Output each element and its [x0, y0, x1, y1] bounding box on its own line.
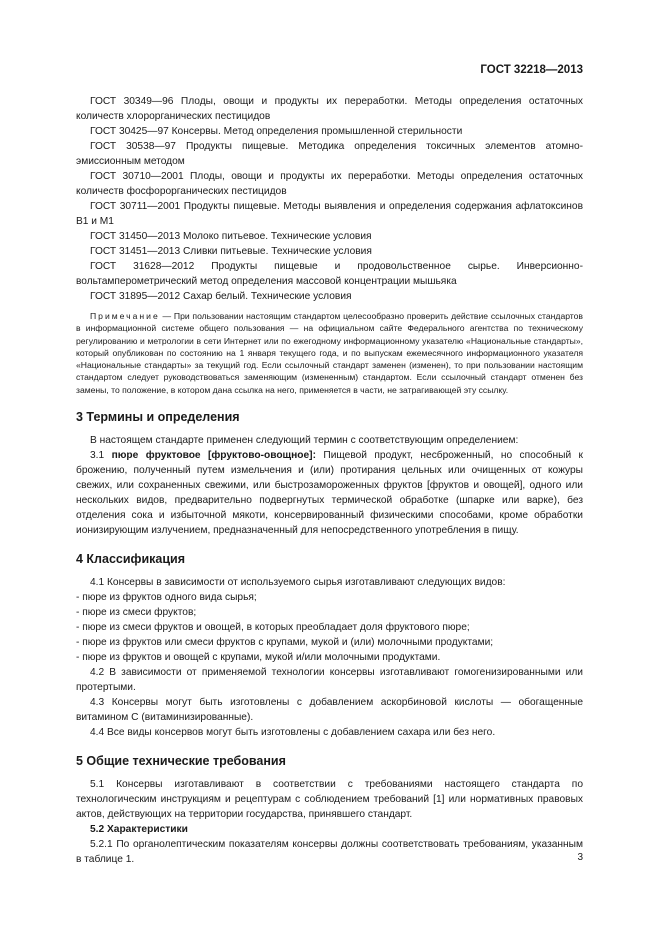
list-item: - пюре из фруктов и овощей с крупами, мукой и/или молочными продуктами.	[76, 650, 583, 665]
standard-code-header: ГОСТ 32218—2013	[480, 64, 583, 76]
product-types-list	[76, 590, 583, 665]
clause-4-4: 4.4 Все виды консервов могут быть изготовлены с добавлением сахара или без него.	[90, 727, 496, 739]
clause-4-2: 4.2 В зависимости от применяемой технологии консервы изготавливают гомогенизированными или протертыми.	[76, 667, 583, 694]
list-item: - пюре из фруктов одного вида сырья;	[76, 590, 583, 605]
reference-item: ГОСТ 30710—2001 Плоды, овощи и продукты их переработки. Методы определения остаточных количеств фосфорорганических пестицидов	[76, 171, 583, 197]
note-paragraph	[76, 310, 583, 396]
note-text: — При пользовании настоящим стандартом целесообразно проверить действие ссылочных стандартов в информационной системе общего пользования — на официальном сайте Федерального агентства по техническому регулированию и метрологии в сети Интернет или по ежегодному информационному указателю «Национальные стандарты», который опубликован по состоянию на 1 января текущего года, и по выпускам ежемесячного информационного указателя «Национальные стандарты» за текущий год. Если ссылочный стандарт заменен (изменен), то при пользовании настоящим стандартом следует руководствоваться заменяющим (измененным) стандартом. Если ссылочный стандарт отменен без замены, то положение, в котором дана ссылка на него, применяется в части, не затрагивающей эту ссылку.	[76, 311, 583, 395]
section-5-title: 5 Общие технические требования	[76, 754, 286, 769]
reference-item: ГОСТ 31451—2013 Сливки питьевые. Технические условия	[90, 246, 372, 257]
list-item: - пюре из фруктов или смеси фруктов с крупами, мукой и (или) молочными продуктами;	[76, 635, 583, 650]
normative-references-list	[76, 94, 583, 304]
term: пюре фруктовое [фруктово-овощное]:	[111, 450, 316, 462]
clause-5-2-1: 5.2.1 По органолептическим показателям консервы должны соответствовать требованиям, указанным в таблице 1.	[76, 839, 583, 866]
term-number: 3.1	[90, 450, 112, 462]
reference-item: ГОСТ 30711—2001 Продукты пищевые. Методы выявления и определения содержания афлатоксинов B1 и M1	[76, 201, 583, 227]
page-content	[76, 94, 583, 867]
section-4-title: 4 Классификация	[76, 552, 186, 567]
clause-4-3: 4.3 Консервы могут быть изготовлены с добавлением аскорбиновой кислоты — обогащенные витамином С (витаминизированные).	[76, 697, 583, 724]
subsection-5-2-title: 5.2 Характеристики	[90, 824, 188, 836]
reference-item: ГОСТ 31628—2012 Продукты пищевые и продовольственное сырье. Инверсионно-вольтамперометрический метод определения массовой концентрации мышьяка	[76, 261, 583, 287]
section-4-body	[76, 575, 583, 740]
page-number: 3	[577, 852, 583, 863]
reference-item: ГОСТ 31895—2012 Сахар белый. Технические условия	[90, 291, 352, 302]
term-definition	[76, 448, 583, 538]
reference-item: ГОСТ 30349—96 Плоды, овощи и продукты их переработки. Методы определения остаточных количеств хлорорганических пестицидов	[76, 96, 583, 122]
note-label: Примечание	[90, 311, 160, 321]
section-3-intro: В настоящем стандарте применен следующий термин с соответствующим определением:	[90, 435, 519, 447]
section-3-body	[76, 433, 583, 538]
section-5-body	[76, 777, 583, 867]
reference-item: ГОСТ 30425—97 Консервы. Метод определения промышленной стерильности	[90, 126, 463, 137]
definition: Пищевой продукт, несброженный, но способный к брожению, полученный путем измельчения и (или) протирания цельных или очищенных от кожуры свежих, или сохраненных свежими, или быстрозамороженных фруктов [фруктов и овощей], одного или нескольких видов, предварительно подвергнутых термической обработке (шпарке или варке), без отделения сока и избыточной мякоти, консервированный физическими способами, кроме обработки ионизирующим излучением, предназначенный для непосредственного употребления в пищу.	[76, 450, 584, 537]
list-item: - пюре из смеси фруктов и овощей, в которых преобладает доля фруктового пюре;	[76, 620, 583, 635]
reference-item: ГОСТ 30538—97 Продукты пищевые. Методика определения токсичных элементов атомно-эмиссионным методом	[76, 141, 583, 167]
section-3-title: 3 Термины и определения	[76, 410, 240, 425]
list-item: - пюре из смеси фруктов;	[76, 605, 583, 620]
clause-4-1: 4.1 Консервы в зависимости от используемого сырья изготавливают следующих видов:	[90, 577, 506, 589]
reference-item: ГОСТ 31450—2013 Молоко питьевое. Технические условия	[90, 231, 372, 242]
clause-5-1: 5.1 Консервы изготавливают в соответствии с требованиями настоящего стандарта по технологическим инструкциям и рецептурам с соблюдением требований [1] или нормативных правовых актов, действующих на территории государства, принявшего стандарт.	[76, 779, 583, 821]
